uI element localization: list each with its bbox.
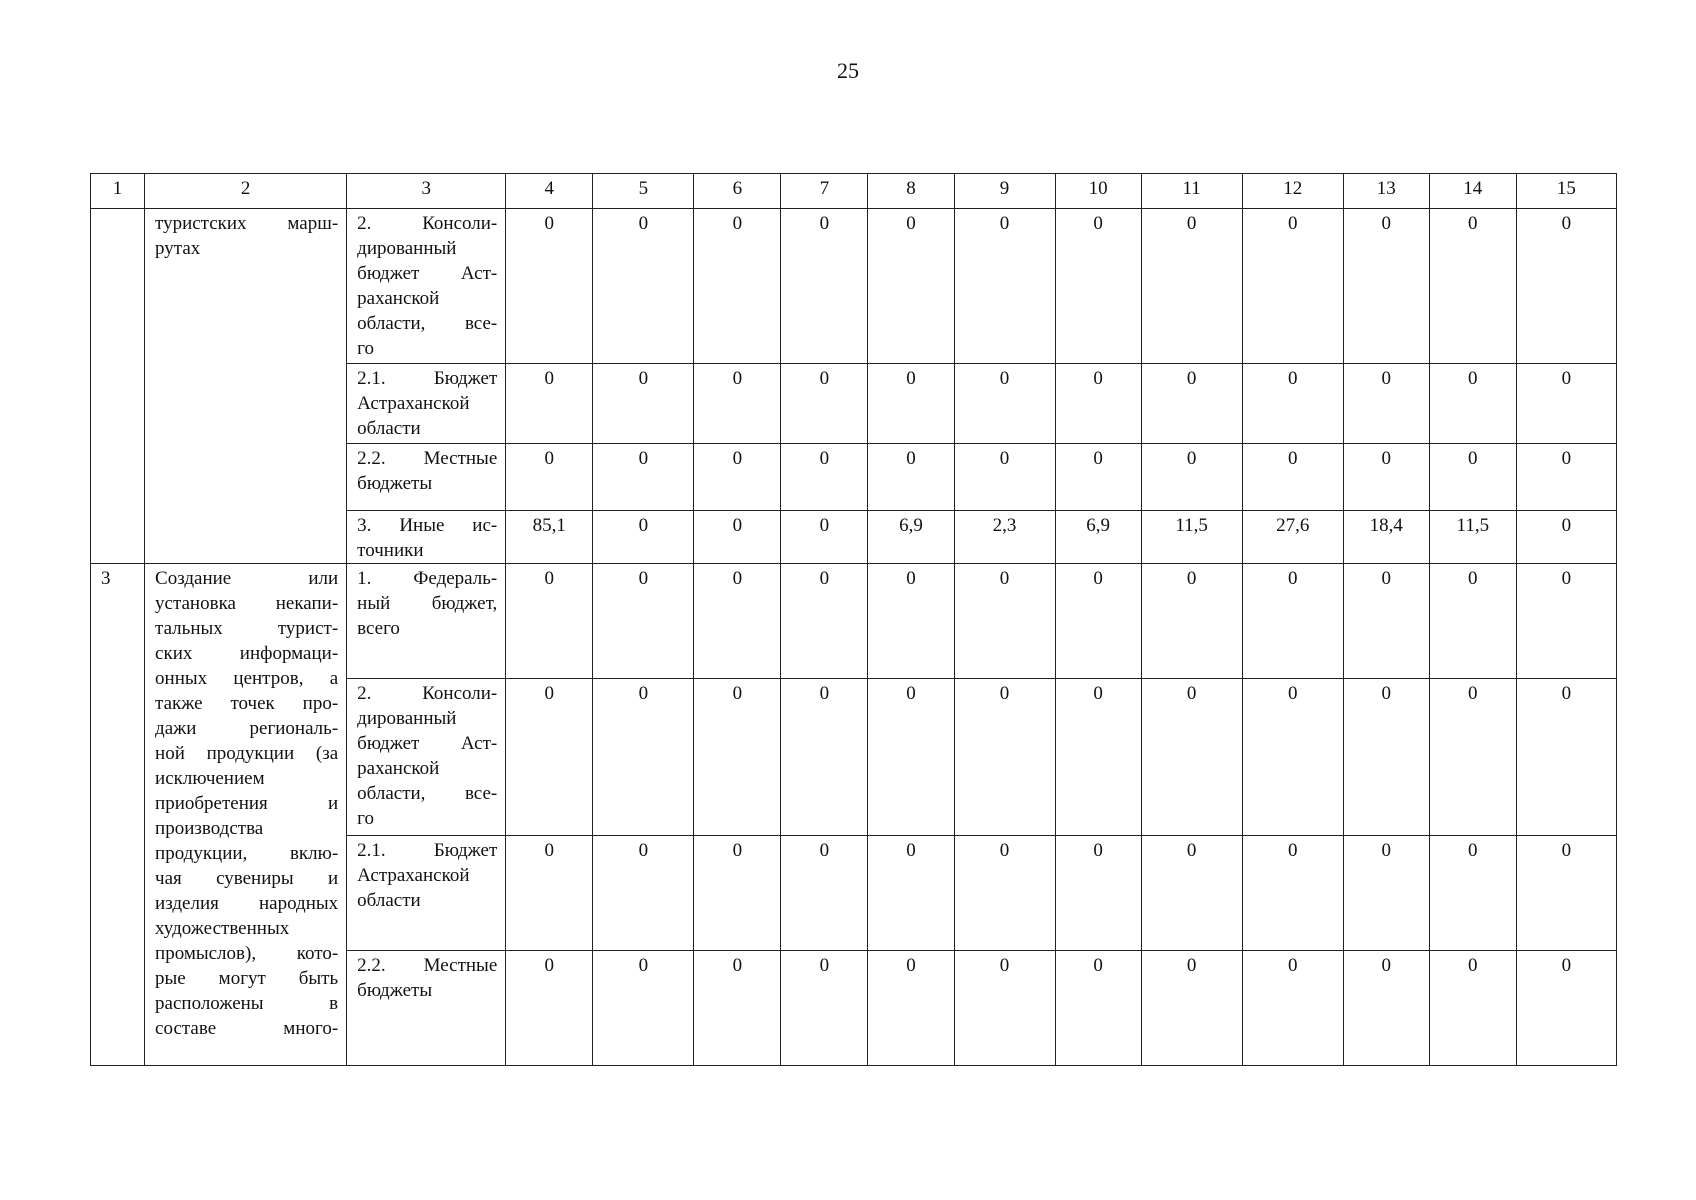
value-cell: 0 bbox=[1141, 564, 1242, 679]
value-cell: 0 bbox=[1055, 951, 1141, 1066]
header-cell-14: 14 bbox=[1429, 174, 1516, 209]
value-cell: 0 bbox=[1055, 679, 1141, 836]
value-cell: 0 bbox=[694, 444, 781, 511]
text-line: области, все- bbox=[357, 783, 498, 804]
text-line: области, все- bbox=[357, 313, 498, 334]
value-cell: 0 bbox=[1055, 209, 1141, 364]
value-cell: 0 bbox=[954, 951, 1055, 1066]
value-cell: 0 bbox=[1141, 444, 1242, 511]
value-cell: 18,4 bbox=[1343, 511, 1429, 564]
header-cell-1: 1 bbox=[91, 174, 145, 209]
value-cell: 0 bbox=[781, 511, 868, 564]
text-line: 3. Иные ис- bbox=[357, 515, 498, 536]
value-cell: 0 bbox=[1516, 364, 1616, 444]
text-line: художественных bbox=[155, 918, 290, 939]
header-cell-12: 12 bbox=[1242, 174, 1343, 209]
value-cell: 0 bbox=[1343, 444, 1429, 511]
text-line: промыслов), кото- bbox=[155, 943, 339, 964]
value-cell: 0 bbox=[593, 209, 694, 364]
text-line: бюджеты bbox=[357, 980, 433, 1001]
value-cell: 0 bbox=[1055, 836, 1141, 951]
value-cell: 0 bbox=[1429, 209, 1516, 364]
text-line: области bbox=[357, 890, 421, 911]
header-cell-3: 3 bbox=[347, 174, 506, 209]
value-cell: 0 bbox=[868, 209, 954, 364]
funding-source-cell bbox=[347, 679, 506, 836]
value-cell: 0 bbox=[868, 364, 954, 444]
measure-name-cell bbox=[145, 209, 347, 564]
value-cell: 0 bbox=[868, 564, 954, 679]
text-line: также точек про- bbox=[155, 693, 339, 714]
value-cell: 0 bbox=[1055, 564, 1141, 679]
text-line: го bbox=[357, 338, 374, 359]
value-cell: 0 bbox=[1242, 209, 1343, 364]
value-cell: 0 bbox=[868, 679, 954, 836]
table-row bbox=[91, 564, 1617, 679]
value-cell: 0 bbox=[1516, 444, 1616, 511]
value-cell: 0 bbox=[954, 564, 1055, 679]
text-line: всего bbox=[357, 618, 400, 639]
text-line: бюджет Аст- bbox=[357, 733, 498, 754]
value-cell: 0 bbox=[954, 364, 1055, 444]
value-cell: 0 bbox=[593, 951, 694, 1066]
value-cell: 0 bbox=[1055, 364, 1141, 444]
value-cell: 0 bbox=[781, 564, 868, 679]
value-cell: 0 bbox=[781, 679, 868, 836]
value-cell: 0 bbox=[868, 951, 954, 1066]
value-cell: 0 bbox=[694, 836, 781, 951]
value-cell: 0 bbox=[1343, 209, 1429, 364]
value-cell: 27,6 bbox=[1242, 511, 1343, 564]
header-cell-11: 11 bbox=[1141, 174, 1242, 209]
text-line: Астраханской bbox=[357, 393, 470, 414]
header-cell-9: 9 bbox=[954, 174, 1055, 209]
text-line: 2.2. Местные bbox=[357, 448, 498, 469]
text-line: туристских марш- bbox=[155, 213, 339, 234]
value-cell: 0 bbox=[1516, 511, 1616, 564]
text-line: 2. Консоли- bbox=[357, 213, 498, 234]
text-line: продукции, вклю- bbox=[155, 843, 339, 864]
text-line: 2.1. Бюджет bbox=[357, 368, 498, 389]
text-line: приобретения и bbox=[155, 793, 339, 814]
header-cell-4: 4 bbox=[506, 174, 593, 209]
value-cell: 0 bbox=[694, 364, 781, 444]
value-cell: 0 bbox=[781, 444, 868, 511]
value-cell: 0 bbox=[506, 209, 593, 364]
funding-source-cell bbox=[347, 511, 506, 564]
text-line: Астраханской bbox=[357, 865, 470, 886]
value-cell: 6,9 bbox=[868, 511, 954, 564]
value-cell: 0 bbox=[1343, 836, 1429, 951]
text-line: го bbox=[357, 808, 374, 829]
row-number-cell bbox=[91, 209, 145, 564]
text-line: бюджеты bbox=[357, 473, 433, 494]
value-cell: 0 bbox=[868, 444, 954, 511]
value-cell: 0 bbox=[694, 511, 781, 564]
value-cell: 0 bbox=[593, 679, 694, 836]
header-cell-6: 6 bbox=[694, 174, 781, 209]
value-cell: 0 bbox=[1516, 836, 1616, 951]
value-cell: 11,5 bbox=[1141, 511, 1242, 564]
value-cell: 0 bbox=[1242, 444, 1343, 511]
value-cell: 0 bbox=[781, 364, 868, 444]
value-cell: 0 bbox=[1516, 951, 1616, 1066]
value-cell: 0 bbox=[1516, 679, 1616, 836]
value-cell: 85,1 bbox=[506, 511, 593, 564]
text-line: тальных турист- bbox=[155, 618, 339, 639]
value-cell: 11,5 bbox=[1429, 511, 1516, 564]
table-header-row bbox=[91, 174, 1617, 209]
header-cell-10: 10 bbox=[1055, 174, 1141, 209]
value-cell: 0 bbox=[506, 444, 593, 511]
text-line: ный бюджет, bbox=[357, 593, 498, 614]
value-cell: 0 bbox=[1242, 679, 1343, 836]
text-line: исключением bbox=[155, 768, 265, 789]
header-cell-5: 5 bbox=[593, 174, 694, 209]
value-cell: 0 bbox=[593, 836, 694, 951]
text-line: установка некапи- bbox=[155, 593, 339, 614]
value-cell: 0 bbox=[506, 679, 593, 836]
text-line: раханской bbox=[357, 758, 440, 779]
value-cell: 0 bbox=[954, 836, 1055, 951]
value-cell: 0 bbox=[694, 209, 781, 364]
value-cell: 0 bbox=[954, 444, 1055, 511]
text-line: 2. Консоли- bbox=[357, 683, 498, 704]
value-cell: 0 bbox=[1429, 679, 1516, 836]
row-number-cell: 3 bbox=[91, 564, 145, 1066]
funding-source-cell bbox=[347, 836, 506, 951]
value-cell: 0 bbox=[1242, 836, 1343, 951]
value-cell: 0 bbox=[1242, 364, 1343, 444]
funding-source-cell bbox=[347, 564, 506, 679]
text-line: чая сувениры и bbox=[155, 868, 339, 889]
funding-source-cell bbox=[347, 209, 506, 364]
header-cell-8: 8 bbox=[868, 174, 954, 209]
value-cell: 0 bbox=[506, 836, 593, 951]
value-cell: 0 bbox=[1242, 951, 1343, 1066]
value-cell: 0 bbox=[781, 209, 868, 364]
value-cell: 0 bbox=[694, 951, 781, 1066]
text-line: рутах bbox=[155, 238, 201, 259]
header-cell-13: 13 bbox=[1343, 174, 1429, 209]
header-cell-7: 7 bbox=[781, 174, 868, 209]
value-cell: 0 bbox=[868, 836, 954, 951]
financing-table bbox=[90, 173, 1617, 1066]
value-cell: 0 bbox=[1141, 951, 1242, 1066]
text-line: дированный bbox=[357, 238, 457, 259]
value-cell: 0 bbox=[1429, 364, 1516, 444]
value-cell: 0 bbox=[1343, 679, 1429, 836]
funding-source-cell bbox=[347, 951, 506, 1066]
text-line: изделия народных bbox=[155, 893, 339, 914]
value-cell: 0 bbox=[506, 951, 593, 1066]
value-cell: 2,3 bbox=[954, 511, 1055, 564]
table-row bbox=[91, 209, 1617, 364]
value-cell: 0 bbox=[1429, 564, 1516, 679]
value-cell: 0 bbox=[506, 564, 593, 679]
text-line: точники bbox=[357, 540, 424, 561]
text-line: составе много- bbox=[155, 1018, 339, 1039]
text-line: Создание или bbox=[155, 568, 339, 589]
value-cell: 0 bbox=[1516, 209, 1616, 364]
value-cell: 0 bbox=[1343, 364, 1429, 444]
value-cell: 0 bbox=[593, 444, 694, 511]
page-number: 25 bbox=[837, 58, 859, 83]
text-line: области bbox=[357, 418, 421, 439]
header-cell-2: 2 bbox=[145, 174, 347, 209]
value-cell: 0 bbox=[781, 951, 868, 1066]
text-line: расположены в bbox=[155, 993, 339, 1014]
value-cell: 0 bbox=[1141, 364, 1242, 444]
funding-source-cell bbox=[347, 364, 506, 444]
funding-source-cell bbox=[347, 444, 506, 511]
value-cell: 0 bbox=[954, 209, 1055, 364]
text-line: дажи региональ- bbox=[155, 718, 339, 739]
value-cell: 0 bbox=[1141, 209, 1242, 364]
value-cell: 0 bbox=[694, 564, 781, 679]
value-cell: 0 bbox=[593, 364, 694, 444]
value-cell: 0 bbox=[1343, 564, 1429, 679]
value-cell: 0 bbox=[1242, 564, 1343, 679]
value-cell: 0 bbox=[1429, 836, 1516, 951]
text-line: производства bbox=[155, 818, 264, 839]
text-line: рые могут быть bbox=[155, 968, 339, 989]
value-cell: 0 bbox=[781, 836, 868, 951]
text-line: 2.2. Местные bbox=[357, 955, 498, 976]
text-line: бюджет Аст- bbox=[357, 263, 498, 284]
value-cell: 0 bbox=[506, 364, 593, 444]
value-cell: 0 bbox=[593, 564, 694, 679]
value-cell: 0 bbox=[1343, 951, 1429, 1066]
value-cell: 6,9 bbox=[1055, 511, 1141, 564]
value-cell: 0 bbox=[593, 511, 694, 564]
value-cell: 0 bbox=[1141, 836, 1242, 951]
text-line: раханской bbox=[357, 288, 440, 309]
value-cell: 0 bbox=[1429, 444, 1516, 511]
text-line: ной продукции (за bbox=[155, 743, 339, 764]
text-line: ских информаци- bbox=[155, 643, 339, 664]
value-cell: 0 bbox=[954, 679, 1055, 836]
text-line: дированный bbox=[357, 708, 457, 729]
text-line: онных центров, а bbox=[155, 668, 339, 689]
measure-name-cell bbox=[145, 564, 347, 1066]
header-cell-15: 15 bbox=[1516, 174, 1616, 209]
value-cell: 0 bbox=[1516, 564, 1616, 679]
table-body bbox=[91, 174, 1617, 1066]
value-cell: 0 bbox=[694, 679, 781, 836]
value-cell: 0 bbox=[1429, 951, 1516, 1066]
value-cell: 0 bbox=[1055, 444, 1141, 511]
text-line: 2.1. Бюджет bbox=[357, 840, 498, 861]
value-cell: 0 bbox=[1141, 679, 1242, 836]
text-line: 1. Федераль- bbox=[357, 568, 498, 589]
